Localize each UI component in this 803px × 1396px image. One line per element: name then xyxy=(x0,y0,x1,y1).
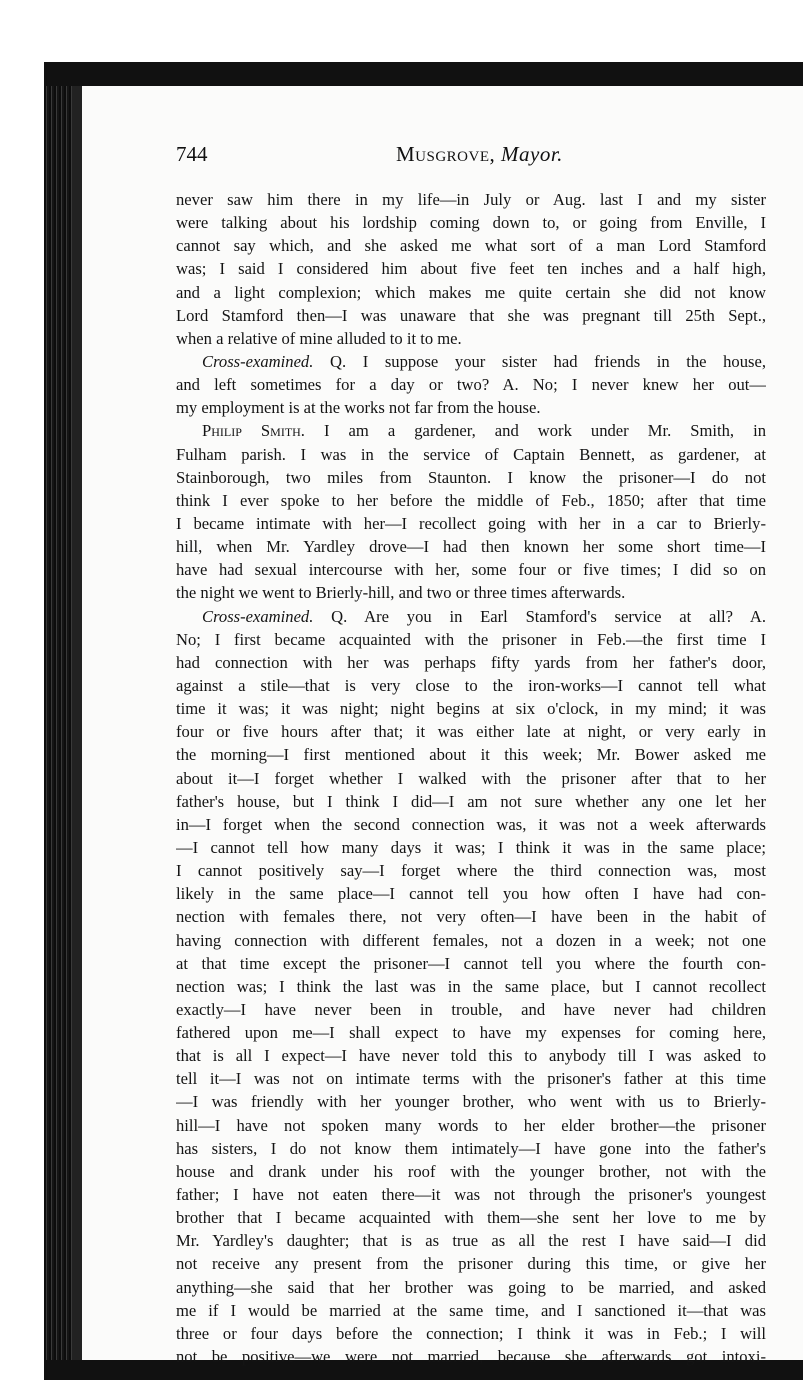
text-line xyxy=(176,836,766,859)
text-line xyxy=(176,1021,766,1044)
line-text: Q. I suppose your sister had friends in the house, xyxy=(313,351,766,371)
text-line xyxy=(176,1252,766,1275)
line-text: No; I first became acquainted with the prisoner in Feb.—the first time I xyxy=(176,629,766,649)
book-gutter xyxy=(72,86,82,1378)
running-title xyxy=(396,142,563,167)
line-text: Lord Stamford then—I was unaware that she was pregnant till 25th Sept., xyxy=(176,305,766,325)
line-text: I became intimate with her—I recollect going with her in a car to Brierly- xyxy=(176,513,766,533)
text-line xyxy=(176,1137,766,1160)
line-text: Stainborough, two miles from Staunton. I know the prisoner—I do not xyxy=(176,467,766,487)
text-line xyxy=(176,882,766,905)
text-line xyxy=(176,1276,766,1299)
text-line xyxy=(176,1322,766,1345)
italic-lead: Cross-examined. xyxy=(202,351,314,371)
line-text: cannot say which, and she asked me what sort of a man Lord Stamford xyxy=(176,236,766,256)
line-text: the night we went to Brierly-hill, and two or three times afterwards. xyxy=(176,583,626,603)
line-text: —I cannot tell how many days it was; I think it was in the same place; xyxy=(176,837,766,857)
text-line xyxy=(176,998,766,1021)
line-text: against a stile—that is very close to the iron-works—I cannot tell what xyxy=(176,675,766,695)
text-line xyxy=(176,1229,766,1252)
line-text: think I ever spoke to her before the middle of Feb., 1850; after that time xyxy=(176,490,766,510)
scan-top-margin xyxy=(0,0,803,62)
line-text: three or four days before the connection; I think it was in Feb.; I will xyxy=(176,1323,766,1343)
line-text: has sisters, I do not know them intimately—I have gone into the father's xyxy=(176,1138,766,1158)
line-text: about it—I forget whether I walked with the prisoner after that to her xyxy=(176,768,766,788)
line-text: have had sexual intercourse with her, some four or five times; I did so on xyxy=(176,560,766,580)
page-number: 744 xyxy=(176,142,208,166)
italic-lead: Cross-examined. xyxy=(202,606,314,626)
text-line xyxy=(176,443,766,466)
text-line xyxy=(176,489,766,512)
text-line xyxy=(176,396,766,419)
text-line xyxy=(176,1044,766,1067)
text-line xyxy=(176,1206,766,1229)
line-text: exactly—I have never been in trouble, and have never had children xyxy=(176,999,766,1019)
line-text: father; I have not eaten there—it was not through the prisoner's youngest xyxy=(176,1185,766,1205)
line-text: likely in the same place—I cannot tell you how often I have had con- xyxy=(176,884,766,904)
text-line xyxy=(176,1090,766,1113)
text-line xyxy=(176,581,766,604)
line-text: when a relative of mine alluded to it to me. xyxy=(176,328,462,348)
text-line xyxy=(176,350,766,373)
line-text: at that time except the prisoner—I cannot tell you where the fourth con- xyxy=(176,953,766,973)
book-top-edge xyxy=(44,62,803,86)
line-text: brother that I became acquainted with them—she sent her love to me by xyxy=(176,1208,766,1228)
line-text: I cannot positively say—I forget where the third connection was, most xyxy=(176,861,766,881)
text-line xyxy=(176,466,766,489)
text-line xyxy=(176,211,766,234)
body-text xyxy=(176,188,766,1368)
text-line xyxy=(176,257,766,280)
text-line xyxy=(176,859,766,882)
text-line xyxy=(176,535,766,558)
line-text: time it was; it was night; night begins at six o'clock, in my mind; it was xyxy=(176,699,766,719)
text-line xyxy=(176,373,766,396)
line-text: Mr. Yardley's daughter; that is as true as all the rest I have said—I did xyxy=(176,1231,766,1251)
line-text: never saw him there in my life—in July or Aug. last I and my sister xyxy=(176,190,766,209)
line-text: hill—I have not spoken many words to her elder brother—the prisoner xyxy=(176,1115,766,1135)
line-text: were talking about his lordship coming down to, or going from Enville, I xyxy=(176,213,766,233)
line-text: me if I would be married at the same time, and I sanctioned it—that was xyxy=(176,1300,766,1320)
text-line xyxy=(176,651,766,674)
line-text: my employment is at the works not far from the house. xyxy=(176,398,541,418)
line-text: hill, when Mr. Yardley drove—I had then known her some short time—I xyxy=(176,537,766,557)
text-line xyxy=(176,558,766,581)
text-line xyxy=(176,720,766,743)
line-text: nection was; I think the last was in the same place, but I cannot recollect xyxy=(176,976,766,996)
line-text: not receive any present from the prisoner during this time, or give her xyxy=(176,1254,766,1274)
text-line xyxy=(176,188,766,211)
text-line xyxy=(176,234,766,257)
line-text: Q. Are you in Earl Stamford's service at all? A. xyxy=(313,606,766,626)
text-line xyxy=(176,813,766,836)
text-line xyxy=(176,697,766,720)
text-line xyxy=(176,1345,766,1368)
line-text: and a light complexion; which makes me quite certain she did not know xyxy=(176,282,766,302)
line-text: I am a gardener, and work under Mr. Smith, in xyxy=(304,421,766,441)
line-text: Fulham parish. I was in the service of Captain Bennett, as gardener, at xyxy=(176,444,766,464)
speaker-name: Philip Smith. xyxy=(202,421,305,441)
text-line xyxy=(176,905,766,928)
text-line xyxy=(176,419,766,442)
text-line xyxy=(176,674,766,697)
line-text: nection with females there, not very often—I have been in the habit of xyxy=(176,907,766,927)
line-text: four or five hours after that; it was either late at night, or very early in xyxy=(176,722,766,742)
line-text: and left sometimes for a day or two? A. No; I never knew her out— xyxy=(176,375,766,395)
text-line xyxy=(176,1114,766,1137)
text-line xyxy=(176,790,766,813)
line-text: house and drank under his roof with the younger brother, not with the xyxy=(176,1161,766,1181)
text-line xyxy=(176,281,766,304)
line-text: in—I forget when the second connection was, it was not a week afterwards xyxy=(176,814,766,834)
text-line xyxy=(176,512,766,535)
line-text: having connection with different females, not a dozen in a week; not one xyxy=(176,930,766,950)
line-text: anything—she said that her brother was going to be married, and asked xyxy=(176,1277,766,1297)
text-line xyxy=(176,1067,766,1090)
line-text: fathered upon me—I shall expect to have my expenses for coming here, xyxy=(176,1023,766,1043)
text-line xyxy=(176,327,766,350)
text-line xyxy=(176,743,766,766)
text-line xyxy=(176,628,766,651)
running-title-name: Musgrove, xyxy=(396,142,496,166)
line-text: had connection with her was perhaps fifty yards from her father's door, xyxy=(176,652,766,672)
line-text: tell it—I was not on intimate terms with the prisoner's father at this time xyxy=(176,1069,766,1089)
line-text: father's house, but I think I did—I am not sure whether any one let her xyxy=(176,791,766,811)
running-title-role: Mayor. xyxy=(501,142,563,166)
page-header xyxy=(176,142,776,172)
line-text: —I was friendly with her younger brother, who went with us to Brierly- xyxy=(176,1092,766,1112)
text-line xyxy=(176,1299,766,1322)
text-line xyxy=(176,605,766,628)
line-text: not be positive—we were not married, because she afterwards got intoxi- xyxy=(176,1347,766,1367)
line-text: was; I said I considered him about five feet ten inches and a half high, xyxy=(176,259,766,279)
text-line xyxy=(176,952,766,975)
text-line xyxy=(176,929,766,952)
text-line xyxy=(176,304,766,327)
line-text: the morning—I first mentioned about it this week; Mr. Bower asked me xyxy=(176,745,766,765)
text-line xyxy=(176,975,766,998)
text-line xyxy=(176,1160,766,1183)
line-text: that is all I expect—I have never told this to anybody till I was asked to xyxy=(176,1046,766,1066)
text-line xyxy=(176,1183,766,1206)
text-line xyxy=(176,767,766,790)
